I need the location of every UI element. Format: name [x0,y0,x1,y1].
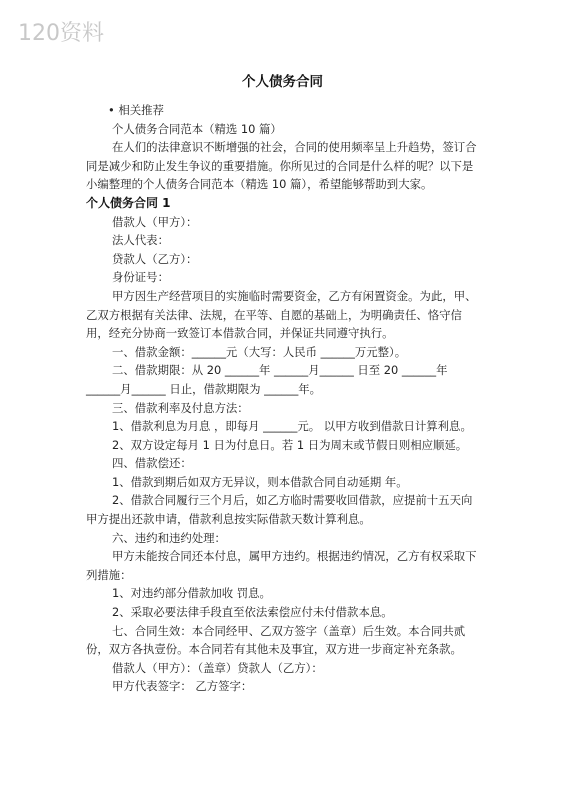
preamble-paragraph: 甲方因生产经营项目的实施临时需要资金，乙方有闲置资金。为此，甲、乙双方根据有关法律、法规，在平等、自愿的基础上，为明确责任、恪守信用，经充分协商一致签订本借款合同，并保证共同遵守执行。 [86,288,477,341]
repayment-item-1: 1、借款到期后如双方无异议，则本借款合同自动延期 年。 [112,474,408,489]
signature-line-2: 甲方代表签字： 乙方签字： [112,679,253,694]
document-title: 个人债务合同 [242,74,323,90]
related-subtitle: 个人债务合同范本（精选 10 篇） [112,121,282,136]
signature-line-1: 借款人（甲方）：（盖章）贷款人（乙方）： [112,660,323,675]
repayment-title: 四、借款偿还： [112,456,192,471]
effectiveness-clause: 七、合同生效：本合同经甲、乙双方签字（盖章）后生效。本合同共贰份，双方各执壹份。本合同若有其他未及事宜，双方进一步商定补充条款。 [86,623,466,657]
repayment-item-2: 2、借款合同履行三个月后，如乙方临时需要收回借款，应提前十五天向甲方提出还款申请，借款利息按实际借款天数计算利息。 [86,493,473,527]
interest-item-2: 2、双方设定每月 1 日为付息日。若 1 日为周末或节假日则相应顺延。 [112,437,468,452]
watermark: 120资料 [18,21,104,46]
breach-item-1: 1、对违约部分借款加收 罚息。 [112,586,271,601]
legal-rep-line: 法人代表： [112,233,169,248]
interest-title: 三、借款利率及付息方法： [112,400,249,415]
id-number-line: 身份证号： [112,270,169,285]
breach-item-2: 2、采取必要法律手段直至依法索偿应付未付借款本息。 [112,605,393,620]
contract-heading: 个人债务合同 1 [86,195,171,210]
intro-paragraph: 在人们的法律意识不断增强的社会，合同的使用频率呈上升趋势，签订合同是减少和防止发生争议的重要措施。你所见过的合同是什么样的呢？以下是小编整理的个人债务合同范本（精选 10 篇），希望能够帮助到大家。 [86,140,477,192]
breach-title: 六、违约和违约处理： [112,530,226,545]
document-body [86,101,481,696]
interest-item-1: 1、借款利息为月息 ，即每月 ______元。 以甲方收到借款日计算利息。 [112,419,472,434]
breach-paragraph: 甲方未能按合同还本付息，属甲方违约。根据违约情况，乙方有权采取下列措施： [86,549,477,582]
party-b-line: 贷款人（乙方）： [112,251,198,266]
loan-amount-clause: 一、借款金额：______元（大写：人民币 ______万元整）。 [112,344,407,359]
related-bullet: • 相关推荐 [108,103,164,117]
loan-period-clause: 二、借款期限：从 20 ______年 ______月______ 日至 20 ______年 ______月______ 日止，借款期限为 ______年。 [86,363,448,396]
party-a-line: 借款人（甲方）： [112,214,198,229]
